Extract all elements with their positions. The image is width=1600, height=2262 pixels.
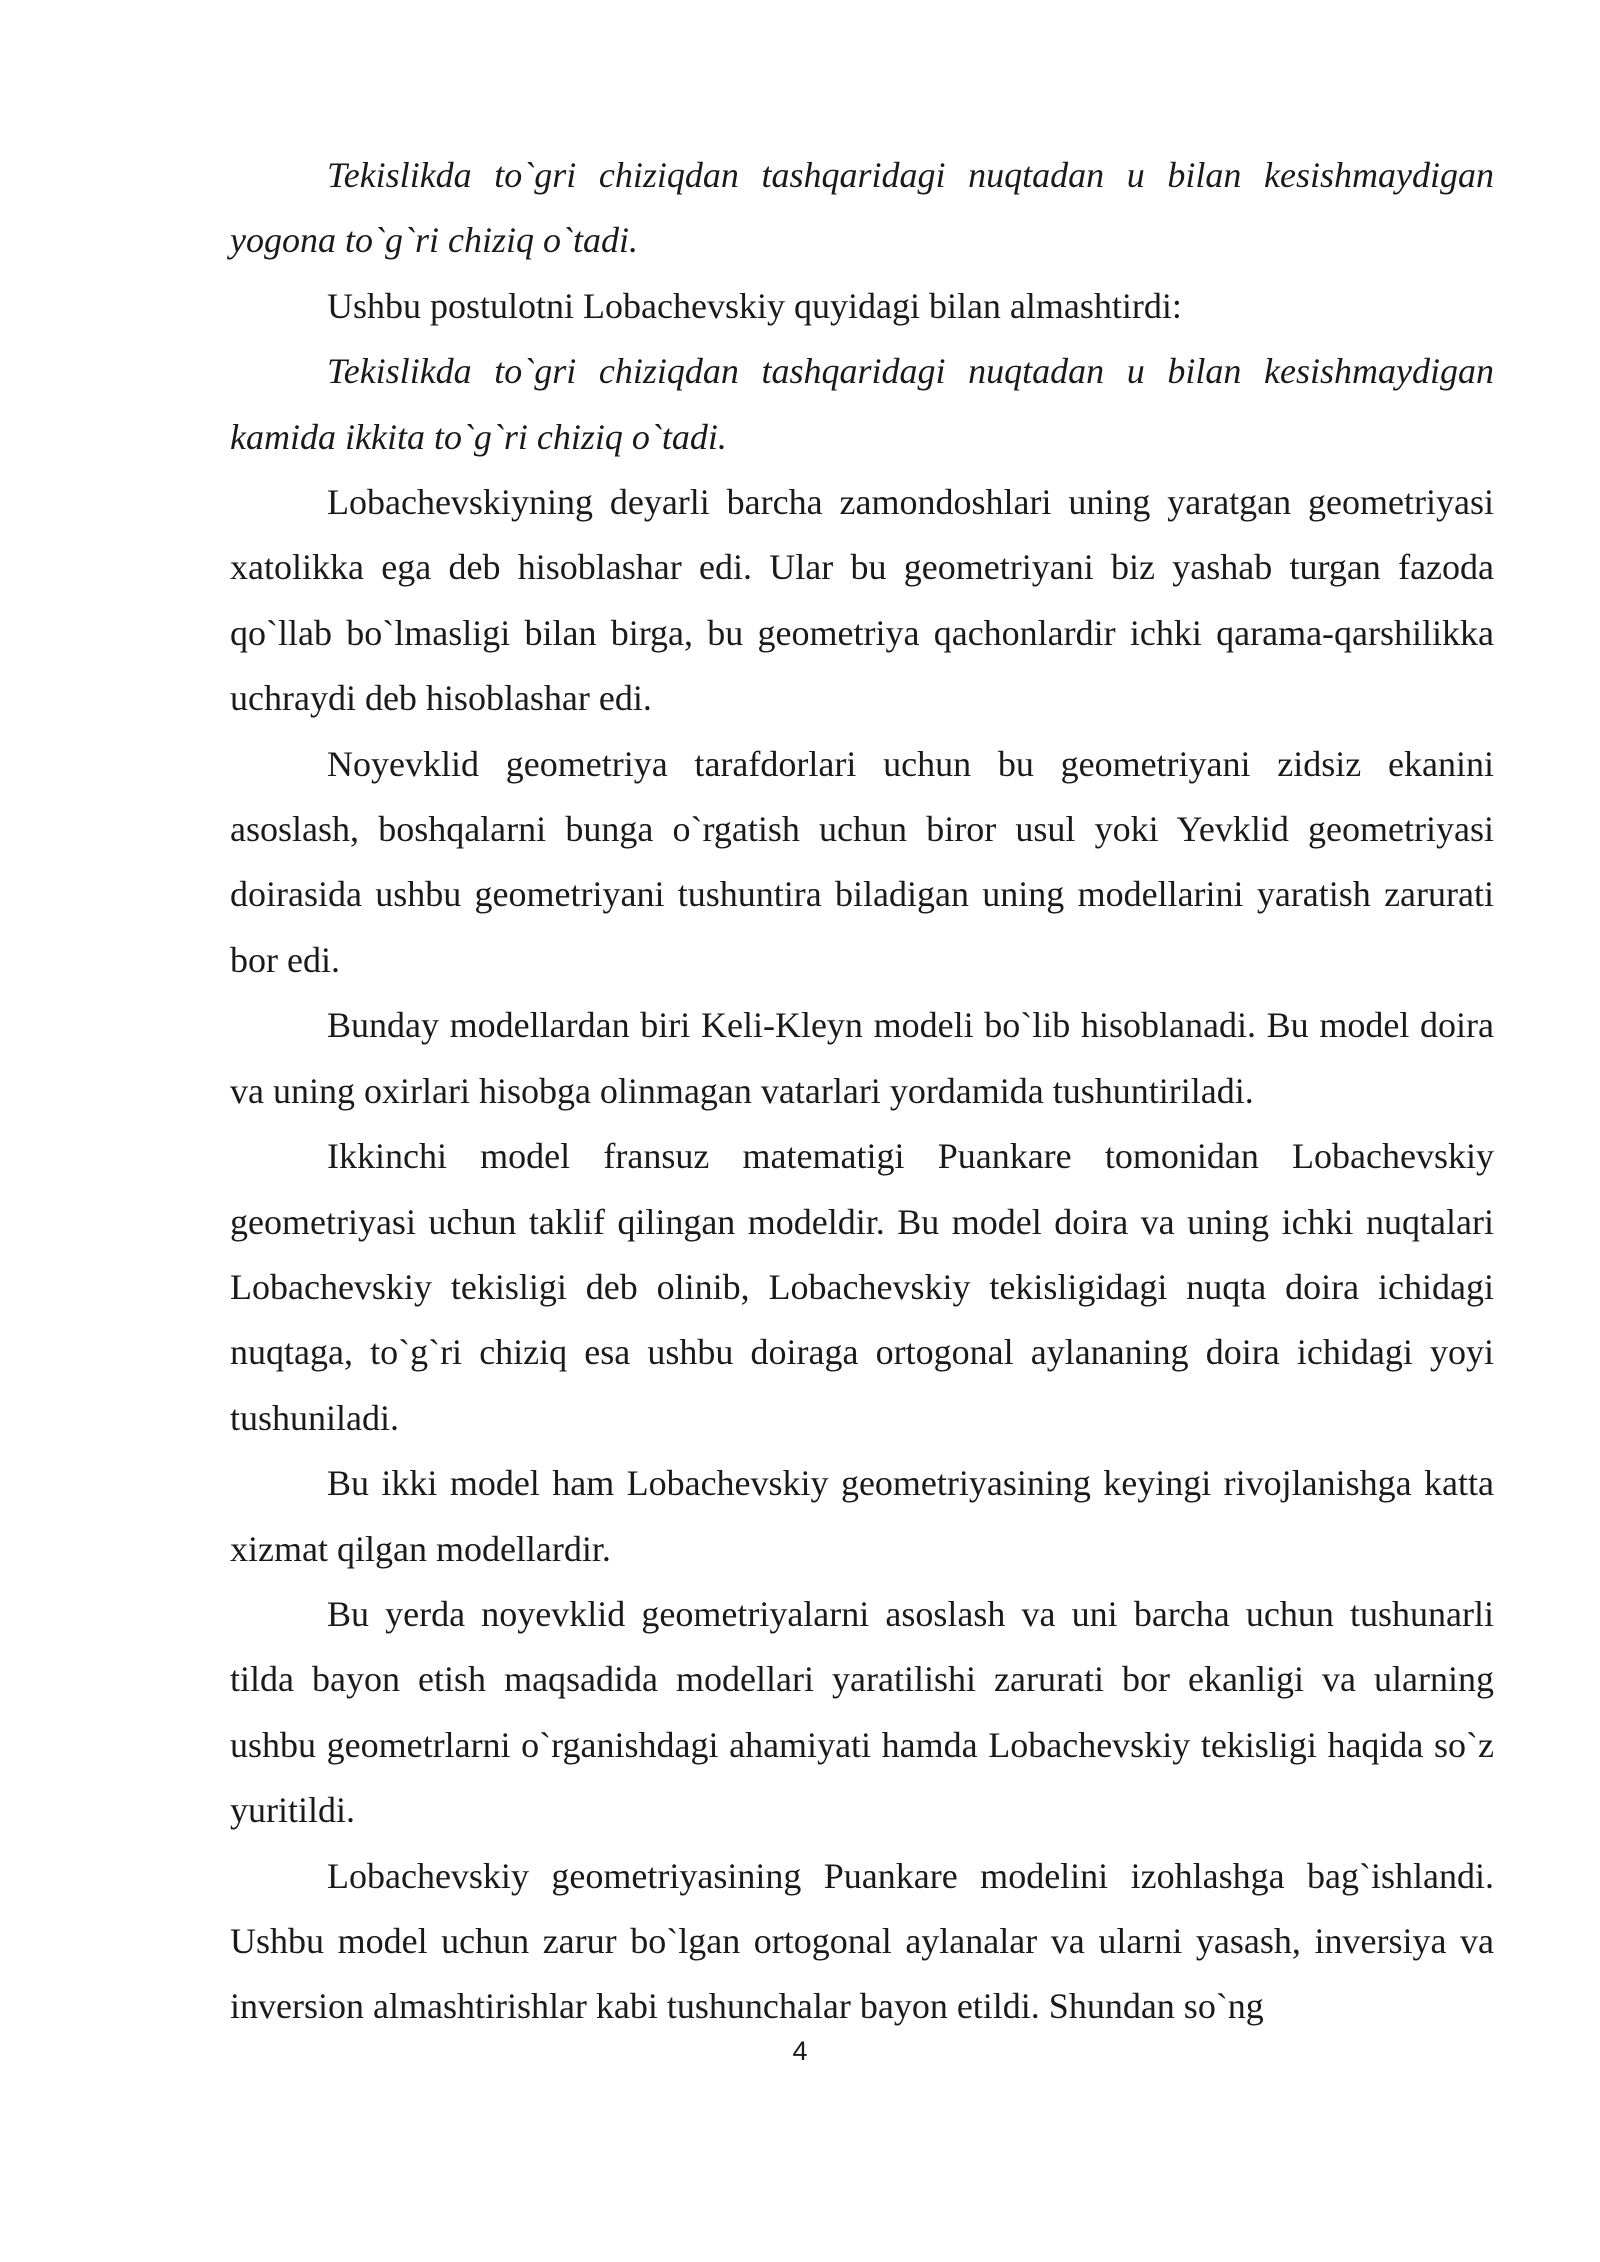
paragraph-postulate-euclid: Tekislikda to`gri chiziqdan tashqaridagi nuqtadan u bilan kesishmaydigan yogona to`g`ri chiziq o`tadi. [230, 155, 1494, 261]
body-text [230, 143, 1494, 2040]
paragraph-supporters: Noyevklid geometriya tarafdorlari uchun bu geometriyani zidsiz ekanini asoslash, boshqalarni bunga o`rgatish uchun biror usul yoki Yevklid geometriyasi doirasida ushbu geometriyani tushuntira biladigan uning modellarini yaratish zarurati bor edi. [230, 743, 1494, 980]
paragraph-summary: Bu yerda noyevklid geometriyalarni asoslash va uni barcha uchun tushunarli tilda bayon etish maqsadida modellari yaratilishi zarurati bor ekanligi va ularning ushbu geometrlarni o`rganishdagi ahamiyati hamda Lobachevskiy tekisligi haqida so`z yuritildi. [230, 1593, 1494, 1831]
paragraph-contemporaries: Lobachevskiyning deyarli barcha zamondoshlari uning yaratgan geometriyasi xatolikka ega deb hisoblashar edi. Ular bu geometriyani biz yashab turgan fazoda qo`llab bo`lmasligi bilan birga, bu geometriya qachonlardir ichki qarama-qarshilikka uchraydi deb hisoblashar edi. [230, 482, 1494, 719]
paragraph-puankare: Ikkinchi model fransuz matematigi Puankare tomonidan Lobachevskiy geometriyasi uchun taklif qilingan modeldir. Bu model doira va uning ichki nuqtalari Lobachevskiy tekisligi deb olinib, Lobachevskiy tekisligidagi nuqta doira ichidagi nuqtaga, to`g`ri chiziq esa ushbu doiraga ortogonal aylananing doira ichidagi yoyi tushuniladi. [230, 1136, 1494, 1438]
page-number: 4 [792, 2036, 808, 2066]
paragraph-two-models: Bu ikki model ham Lobachevskiy geometriyasining keyingi rivojlanishga katta xizmat qilgan modellardir. [230, 1463, 1494, 1569]
paragraph-replacement-intro: Ushbu postulotni Lobachevskiy quyidagi bilan almashtirdi: [327, 285, 1182, 326]
paragraph-postulate-lobachevsky: Tekislikda to`gri chiziqdan tashqaridagi nuqtadan u bilan kesishmaydigan kamida ikkita to`g`ri chiziq o`tadi. [230, 351, 1494, 457]
paragraph-keli-kleyn: Bunday modellardan biri Keli-Kleyn modeli bo`lib hisoblanadi. Bu model doira va uning oxirlari hisobga olinmagan vatarlari yordamida tushuntiriladi. [230, 1005, 1494, 1111]
paragraph-puankare-model: Lobachevskiy geometriyasining Puankare modelini izohlashga bag`ishlandi. Ushbu model uchun zarur bo`lgan ortogonal aylanalar va ularni yasash, inversiya va inversion almashtirishlar kabi tushunchalar bayon etildi. Shundan so`ng [230, 1855, 1494, 2027]
